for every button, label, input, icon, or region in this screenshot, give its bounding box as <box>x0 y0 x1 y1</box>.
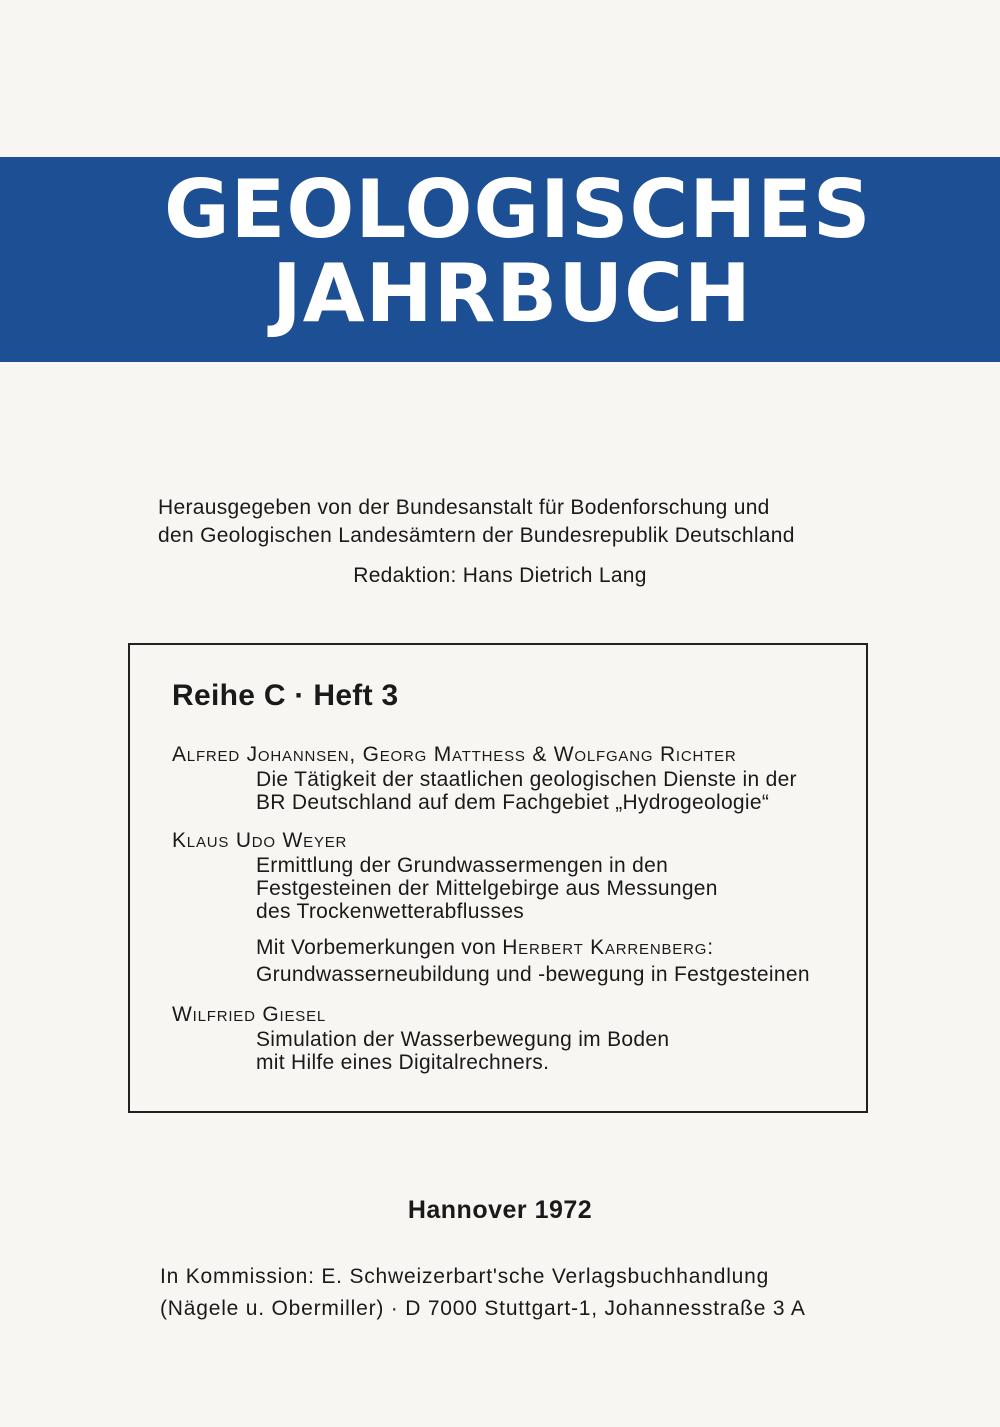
publisher-line: den Geologischen Landesämtern der Bundesrepublik Deutschland <box>158 524 795 547</box>
preface-title: Grundwasserneubildung und -bewegung in Festgesteinen <box>256 963 810 986</box>
article-authors: Klaus Udo Weyer <box>172 829 348 852</box>
article-entry <box>172 828 852 988</box>
article-title-line: Simulation der Wasserbewegung im Boden <box>256 1028 670 1051</box>
journal-title-line2: JAHRBUCH <box>272 247 752 340</box>
article-title-line: Ermittlung der Grundwassermengen in den <box>256 854 669 877</box>
contents-box <box>128 643 868 1113</box>
article-title-line: BR Deutschland auf dem Fachgebiet „Hydrogeologie“ <box>256 791 770 814</box>
commission-line: In Kommission: E. Schweizerbart'sche Verlagsbuchhandlung <box>160 1265 770 1288</box>
preface-note <box>256 934 852 961</box>
preface-prefix: Mit Vorbemerkungen von <box>256 936 503 959</box>
series-issue-heading: Reihe C · Heft 3 <box>172 679 399 712</box>
article-title-line: Festgesteinen der Mittelgebirge aus Messungen <box>256 877 718 900</box>
journal-title-line1: GEOLOGISCHES <box>164 163 872 256</box>
preface-suffix: : <box>707 936 714 959</box>
preface-author: Herbert Karrenberg <box>502 936 708 959</box>
journal-title <box>164 163 872 340</box>
article-entry <box>172 742 852 814</box>
article-entry <box>172 1002 852 1074</box>
article-title-line: mit Hilfe eines Digitalrechners. <box>256 1051 550 1074</box>
editor-credit: Redaktion: Hans Dietrich Lang <box>353 564 647 587</box>
place-and-year: Hannover 1972 <box>407 1196 593 1224</box>
publisher-line: Herausgegeben von der Bundesanstalt für Bodenforschung und <box>158 496 770 519</box>
commission-line: (Nägele u. Obermiller) · D 7000 Stuttgart-1, Johannesstraße 3 A <box>160 1297 806 1320</box>
article-title-line: des Trockenwetterabflusses <box>256 900 525 923</box>
article-authors: Alfred Johannsen, Georg Matthess & Wolfgang Richter <box>172 743 737 766</box>
commission-imprint <box>160 1261 806 1325</box>
article-authors: Wilfried Giesel <box>172 1003 327 1026</box>
publisher-statement <box>158 494 848 550</box>
article-title-line: Die Tätigkeit der staatlichen geologischen Dienste in der <box>256 768 797 791</box>
